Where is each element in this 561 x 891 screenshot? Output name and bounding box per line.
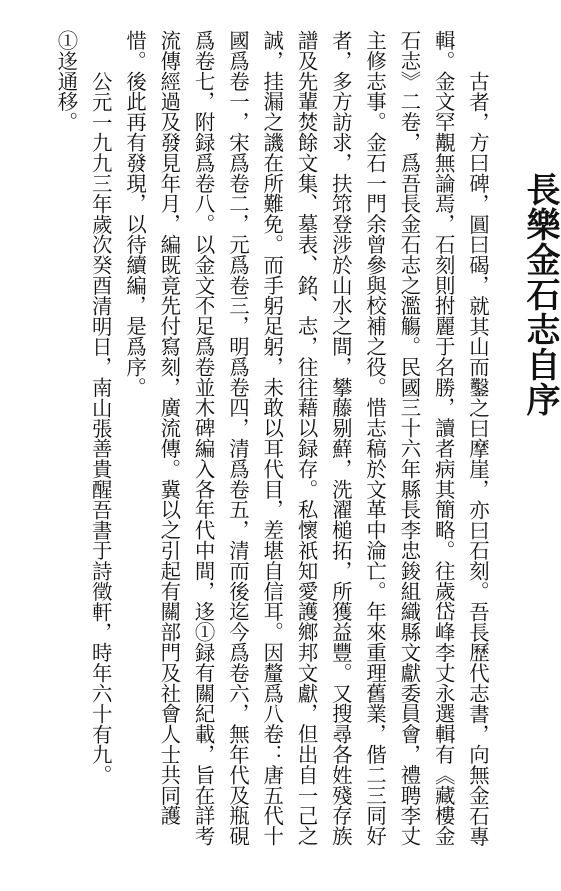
date-line: 公元一九九三年歲次癸酉清明日，南山張善貴醒吾書于詩徵軒，時年六十有九。 xyxy=(88,70,113,785)
footnote: ①迻通移。 xyxy=(54,30,79,132)
body-text xyxy=(49,30,495,866)
page-title: 長樂金石志自序 xyxy=(520,172,560,417)
body-paragraph: 古者，方曰碑，圓曰碣，就其山而鑿之曰摩崖，亦曰石刻。吾長歷代志書，向無金石專輯。金文罕覯無論焉，石刻則拊麗于名勝，讀者病其簡略。往歲岱峰李丈永選輯有《藏樓金石志》二卷，爲吾長金石志之濫觴。民國三十六年縣長李忠鋑組織縣文獻委員會，禮聘李丈主修志事。金石一門余曾參與校補之役。惜志稿於文革中淪亡。年來重理舊業，偕二三同好者，多方訪求，扶筇登涉於山水之間，攀藤剔蘚，洗濯槌拓，所獲益豐。又搜尋各姓殘存族譜及先輩焚餘文集、墓表、銘、志，往往藉以録存。私懷祇知愛護鄉邦文獻，但出自一己之誠，挂漏之譏在所難免。而手躬足躬，未敢以耳代目，差堪自信耳。因釐爲八卷：唐五代十國爲卷一，宋爲卷二，元爲卷三，明爲卷四，清爲卷五，清而後迄今爲卷六，無年代及瓶硯爲卷七，附録爲卷八。以金文不足爲卷並木碑編入各年代中間，迻①録有關紀載，旨在詳考流傳經過及發見年月，編既竟先付寫刻，廣流傳。冀以之引起有關部門及社會人士共同護惜。後此再有發現，以待續編，是爲序。 xyxy=(123,30,490,846)
